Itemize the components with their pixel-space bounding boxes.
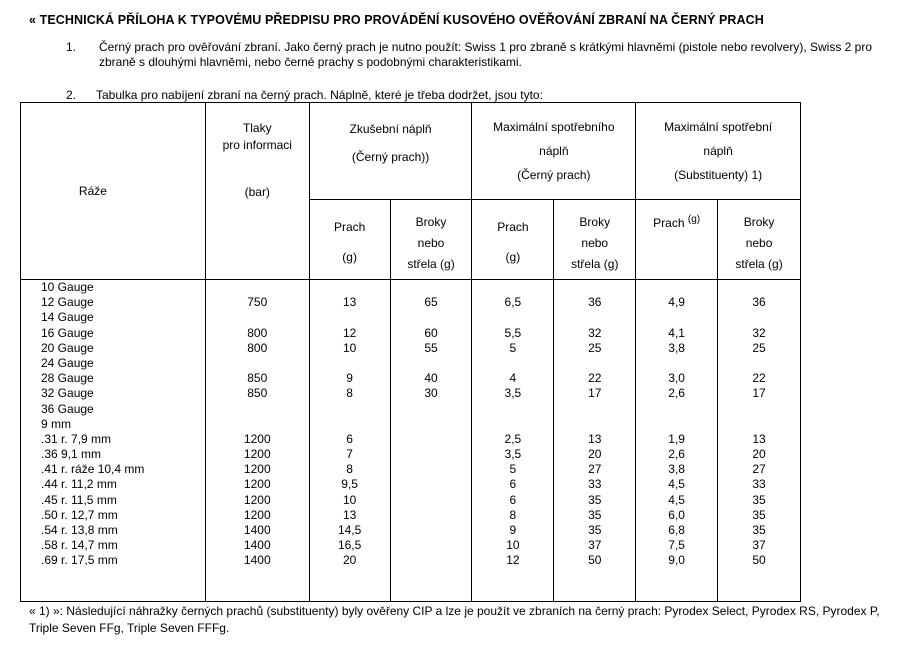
cell-max-powder [472,417,553,432]
footnote: « 1) »: Následující náhražky černých prachů (substituenty) byly ověřeny CIP a lze je použít ve zbraních na černý prach: Pyrodex Select, Pyrodex RS, Pyrodex P, Triple Seven FFg, Triple Seven FFFg. [29,604,880,635]
cell-test-powder [310,356,390,371]
cell-pressure [206,310,309,325]
cell-max-shot: 27 [588,462,602,477]
header-sub-charge [636,103,801,200]
cell-pressure: 800 [247,340,268,355]
cell-test-shot [391,310,472,325]
list-item-number: 1. [66,40,77,54]
powder-unit: (g) [687,214,701,225]
cell-sub-powder: 4,9 [668,295,685,310]
cell-sub-shot: 32 [752,325,766,340]
cell-test-shot [391,356,472,371]
cell-max-powder: 8 [509,507,517,522]
list-item-number: 2. [66,88,77,102]
cell-caliber: .69 r. 17,5 mm [41,553,118,568]
cell-sub-shot: 50 [752,553,766,568]
cell-max-shot: 35 [588,507,602,522]
cell-sub-powder [636,280,717,295]
header-max-charge [472,103,636,200]
cell-pressure: 1200 [243,447,271,462]
cell-max-powder: 3,5 [504,447,522,462]
cell-max-powder: 5 [509,462,517,477]
cell-pressure: 1200 [243,431,271,446]
cell-test-shot: 65 [424,295,438,310]
cell-test-powder: 16,5 [337,538,362,553]
cell-caliber: 10 Gauge [41,280,94,294]
cell-max-powder: 5,5 [504,325,522,340]
shot-label-line2: nebo [417,236,445,250]
cell-test-shot [391,417,472,432]
cell-test-powder: 6 [346,431,353,446]
cell-max-powder: 2,5 [504,431,522,446]
cell-sub-powder [636,402,717,417]
cell-sub-powder: 4,1 [668,325,685,340]
cell-sub-shot: 25 [752,340,766,355]
list-item-text: Tabulka pro nabíjení zbraní na černý prach. Náplně, které je třeba dodržet, jsou tyto: [96,88,543,102]
cell-max-powder: 6 [509,492,517,507]
cell-test-shot: 60 [424,325,438,340]
cell-sub-shot: 36 [752,295,766,310]
cell-max-powder [472,356,553,371]
shot-label-line3: střela (g) [735,257,783,271]
cell-sub-shot [718,402,800,417]
col-sub-shot [718,280,801,602]
cell-sub-powder: 4,5 [668,477,685,492]
header-test-powder [309,200,390,280]
cell-max-shot [554,402,635,417]
cell-sub-powder: 2,6 [668,386,685,401]
cell-max-powder: 3,5 [504,386,522,401]
header-sub-shot [718,200,801,280]
col-test-powder [309,280,390,602]
header-pressure-unit: (bar) [244,185,270,199]
header-max-shot [554,200,636,280]
shot-label-line1: Broky [743,215,775,229]
cell-test-shot [391,432,472,447]
cell-caliber: .54 r. 13,8 mm [41,523,118,537]
cell-max-shot: 17 [588,386,602,401]
shot-label-line2: nebo [581,236,609,250]
cell-test-shot [391,402,472,417]
cell-pressure [206,402,309,417]
col-test-shot [390,280,472,602]
cell-max-shot: 36 [588,295,602,310]
cell-caliber: .44 r. 11,2 mm [41,477,117,492]
cell-sub-shot [718,310,800,325]
cell-pressure: 1400 [243,523,271,537]
header-max-line1: Maximální spotřebního [493,120,615,134]
cell-pressure: 1200 [243,492,271,507]
cell-sub-shot [718,417,800,432]
cell-max-shot: 35 [588,523,602,537]
cell-max-powder: 5 [509,340,517,355]
header-test-shot [390,200,472,280]
list-item-2 [66,88,543,102]
cell-caliber: 16 Gauge [41,325,94,340]
list-item-text: Černý prach pro ověřování zbraní. Jako černý prach je nutno použít: Swiss 1 pro zbraně s krátkými hlavněmi (pistole nebo revolvery), Swiss 2 pro zbraně s dlouhými hlavněmi, nebo černé prachy s podobnými charakteristikami. [99,40,873,69]
cell-sub-powder: 4,5 [668,492,685,507]
cell-caliber: .45 r. 11,5 mm [41,492,117,507]
col-max-powder [472,280,554,602]
cell-pressure: 1400 [243,553,271,568]
cell-test-powder [310,310,390,325]
header-sub-line1: Maximální spotřební [664,120,773,134]
cell-caliber: .50 r. 12,7 mm [41,507,118,522]
cell-pressure: 850 [247,371,268,386]
cell-test-shot [391,508,472,523]
cell-caliber: 9 mm [41,416,71,431]
cell-pressure: 1400 [243,538,271,553]
cell-max-shot: 13 [588,431,602,446]
cell-test-powder: 10 [342,492,357,507]
cell-max-shot: 32 [588,325,602,340]
shot-label-line1: Broky [415,215,447,229]
cell-sub-shot [718,280,800,295]
cell-test-powder: 8 [346,386,353,401]
cell-max-shot [554,417,635,432]
cell-pressure: 1200 [243,462,271,477]
cell-max-shot: 25 [588,340,602,355]
header-max-line2: náplň [539,144,569,158]
cell-max-shot: 50 [588,553,602,568]
cell-test-powder: 8 [346,462,353,477]
cell-sub-powder [636,310,717,325]
cell-caliber: .58 r. 14,7 mm [41,538,118,553]
cell-max-shot: 37 [588,538,602,553]
cell-test-powder: 12 [342,325,357,340]
powder-label: Prach [497,220,529,234]
cell-test-powder [310,402,390,417]
header-caliber-label: Ráže [78,184,107,198]
powder-label: Prach [653,216,685,230]
header-test-line2: (Černý prach)) [351,150,430,164]
cell-max-shot [554,356,635,371]
cell-test-shot [391,538,472,553]
cell-caliber: .41 r. ráže 10,4 mm [41,462,145,477]
cell-sub-powder: 3,8 [668,462,685,477]
cell-sub-shot [718,356,800,371]
shot-label-line1: Broky [579,215,611,229]
shot-label-line3: střela (g) [407,257,455,271]
cell-max-powder: 12 [506,553,520,568]
cell-max-shot [554,280,635,295]
cell-test-powder [310,280,390,295]
cell-test-powder: 20 [342,553,357,568]
cell-sub-powder [636,417,717,432]
header-sub-line3: (Substituenty) 1) [674,168,763,182]
header-test-line1: Zkušební náplň [349,122,432,136]
powder-unit: (g) [342,250,357,264]
cell-test-powder: 13 [342,507,357,522]
cell-test-powder: 14,5 [337,523,362,537]
cell-test-powder: 13 [342,295,357,310]
cell-sub-powder: 7,5 [668,538,685,553]
cell-sub-shot: 27 [752,462,766,477]
cell-sub-shot: 13 [752,431,766,446]
header-caliber [21,103,206,280]
cell-max-powder [472,310,553,325]
cell-test-shot [391,553,472,568]
cell-pressure: 850 [247,386,268,401]
cell-test-shot [391,493,472,508]
cell-sub-powder: 2,6 [668,447,685,462]
header-test-charge [309,103,472,200]
header-pressure-line2: pro informaci [222,138,292,152]
cell-test-shot: 40 [424,371,438,386]
cell-caliber: 36 Gauge [41,401,94,416]
cell-test-powder: 9,5 [341,477,358,492]
cell-caliber: 28 Gauge [41,371,94,386]
col-max-shot [554,280,636,602]
col-pressure [205,280,309,602]
cell-test-powder: 7 [346,447,353,462]
cell-max-powder: 9 [509,523,517,537]
cell-max-shot: 22 [588,371,602,386]
cell-test-shot [391,477,472,492]
cell-sub-shot: 35 [752,507,766,522]
cell-sub-powder: 3,8 [668,340,685,355]
cell-max-powder: 6 [509,477,517,492]
cell-pressure: 800 [247,325,268,340]
col-caliber [21,280,206,602]
cell-pressure: 1200 [243,477,271,492]
cell-max-shot: 20 [588,447,602,462]
cell-max-powder [472,402,553,417]
cell-sub-shot: 33 [752,477,766,492]
powder-label: Prach [333,220,366,234]
cell-caliber: .31 r. 7,9 mm [41,431,112,446]
header-max-powder [472,200,554,280]
cell-pressure [206,417,309,432]
cell-test-powder [310,417,390,432]
cell-sub-powder: 6,0 [668,507,685,522]
cell-sub-shot: 22 [752,371,766,386]
cell-test-powder: 10 [342,340,357,355]
cell-max-powder: 10 [506,538,520,553]
cell-pressure [206,356,309,371]
document-title: « TECHNICKÁ PŘÍLOHA K TYPOVÉMU PŘEDPISU PRO PROVÁDĚNÍ KUSOVÉHO OVĚŘOVÁNÍ ZBRANÍ NA ČERNÝ PRACH [29,13,764,27]
cell-test-shot [391,447,472,462]
cell-sub-powder: 1,9 [668,431,685,446]
cell-caliber: 12 Gauge [41,295,94,310]
cell-test-shot: 55 [424,340,438,355]
header-max-line3: (Černý prach) [517,168,591,182]
cell-caliber: 14 Gauge [41,310,94,325]
cell-sub-shot: 20 [752,447,766,462]
header-sub-powder [636,200,718,280]
cell-sub-shot: 35 [752,492,766,507]
cell-sub-powder [636,356,717,371]
cell-max-powder: 4 [509,371,517,386]
cell-max-shot [554,310,635,325]
cell-max-shot: 33 [588,477,602,492]
cell-caliber: 20 Gauge [41,340,94,355]
cell-pressure: 750 [247,295,268,310]
cell-caliber: .36 9,1 mm [41,447,102,462]
cell-max-shot: 35 [588,492,602,507]
powder-unit: (g) [505,250,521,264]
shot-label-line2: nebo [745,236,773,250]
col-sub-powder [636,280,718,602]
cell-pressure [206,280,309,295]
cell-sub-shot: 37 [752,538,766,553]
header-pressure-line1: Tlaky [242,121,272,135]
cell-sub-powder: 9,0 [668,553,685,568]
cell-pressure: 1200 [243,507,271,522]
cell-test-shot [391,523,472,538]
cell-test-shot: 30 [424,386,438,401]
shot-label-line3: střela (g) [571,257,619,271]
charge-table [20,102,801,602]
cell-max-powder: 6,5 [504,295,522,310]
cell-caliber: 32 Gauge [41,386,94,401]
cell-sub-shot: 35 [752,523,766,537]
header-pressure [205,103,309,280]
header-sub-line2: náplň [703,144,733,158]
cell-max-powder [472,280,553,295]
cell-sub-powder: 3,0 [668,371,685,386]
cell-caliber: 24 Gauge [41,355,94,370]
cell-sub-powder: 6,8 [668,523,685,537]
cell-test-powder: 9 [346,371,353,386]
cell-test-shot [391,462,472,477]
cell-test-shot [391,280,472,295]
cell-sub-shot: 17 [752,386,766,401]
